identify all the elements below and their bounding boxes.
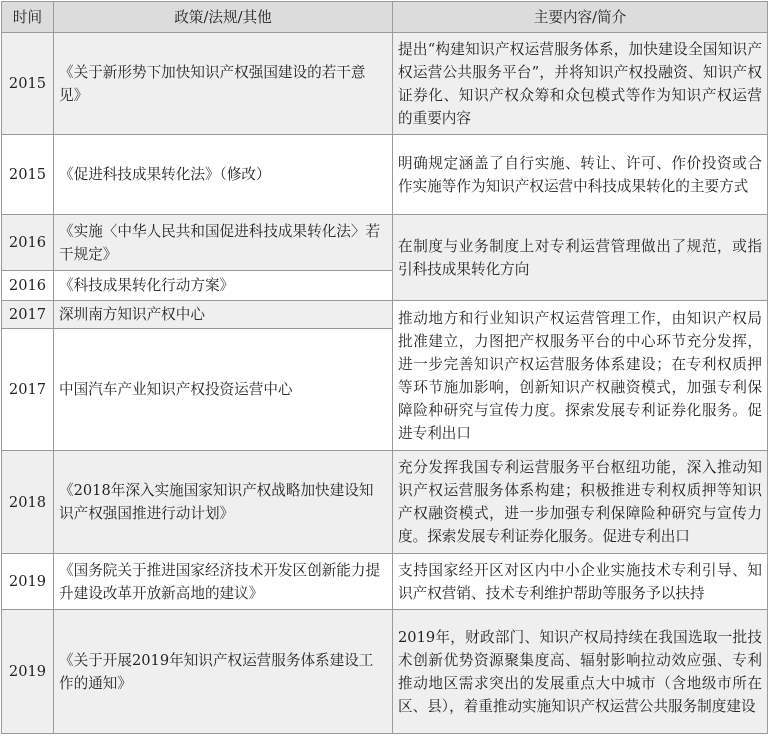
row-year: 2016	[2, 215, 54, 271]
row-policy: 《2018年深入实施国家知识产权战略加快建设知识产权强国推进行动计划》	[54, 451, 393, 554]
row-content: 充分发挥我国专利运营服务平台枢纽功能，深入推动知识产权运营服务体系构建；积极推进专利权质押等知识产权融资模式，进一步加强专利保障险种研究与宣传力度。探索发展专利证券化服务。促进专利出口	[393, 451, 768, 554]
row-content: 在制度与业务制度上对专利运营管理做出了规范，或指引科技成果转化方向	[393, 215, 768, 301]
row-year: 2017	[2, 301, 54, 329]
table-row	[2, 451, 768, 554]
row-policy: 《实施〈中华人民共和国促进科技成果转化法〉若干规定》	[54, 215, 393, 271]
table-header-row	[2, 2, 768, 33]
row-content: 提出“构建知识产权运营服务体系，加快建设全国知识产权运营公共服务平台”，并将知识产权投融资、知识产权证券化、知识产权众筹和众包模式等作为知识产权运营的重要内容	[393, 33, 768, 135]
row-year: 2016	[2, 271, 54, 301]
row-content: 推动地方和行业知识产权运营管理工作，由知识产权局批准建立，力图把产权服务平台的中心环节充分发挥，进一步完善知识产权运营服务体系建设；在专利权质押等环节施加影响，创新知识产权融资模式，加强专利保障险种研究与宣传力度。探索发展专利证券化服务。促进专利出口	[393, 301, 768, 451]
row-year: 2019	[2, 554, 54, 610]
row-policy: 《科技成果转化行动方案》	[54, 271, 393, 301]
policy-table	[1, 1, 768, 734]
header-policy: 政策/法规/其他	[54, 2, 393, 33]
table-row	[2, 33, 768, 135]
row-content: 支持国家经开区对区内中小企业实施技术专利引导、知识产权营销、技术专利维护帮助等服务予以扶持	[393, 554, 768, 610]
row-year: 2019	[2, 610, 54, 734]
table-row	[2, 215, 768, 271]
table-row	[2, 554, 768, 610]
row-policy: 《国务院关于推进国家经济技术开发区创新能力提升建设改革开放新高地的建议》	[54, 554, 393, 610]
row-policy: 中国汽车产业知识产权投资运营中心	[54, 329, 393, 451]
table-row	[2, 135, 768, 215]
header-content: 主要内容/简介	[393, 2, 768, 33]
row-content: 明确规定涵盖了自行实施、转让、许可、作价投资或合作实施等作为知识产权运营中科技成果转化的主要方式	[393, 135, 768, 215]
row-content: 2019年，财政部门、知识产权局持续在我国选取一批技术创新优势资源聚集度高、辐射影响拉动效应强、专利推动地区需求突出的发展重点大中城市（含地级市所在区、县），着重推动实施知识产权运营公共服务制度建设	[393, 610, 768, 734]
row-year: 2015	[2, 135, 54, 215]
table-row	[2, 610, 768, 734]
row-year: 2017	[2, 329, 54, 451]
header-time: 时间	[2, 2, 54, 33]
row-policy: 《促进科技成果转化法》（修改）	[54, 135, 393, 215]
row-year: 2015	[2, 33, 54, 135]
row-policy: 深圳南方知识产权中心	[54, 301, 393, 329]
row-policy: 《关于开展2019年知识产权运营服务体系建设工作的通知》	[54, 610, 393, 734]
row-policy: 《关于新形势下加快知识产权强国建设的若干意见》	[54, 33, 393, 135]
row-year: 2018	[2, 451, 54, 554]
table-row	[2, 301, 768, 329]
